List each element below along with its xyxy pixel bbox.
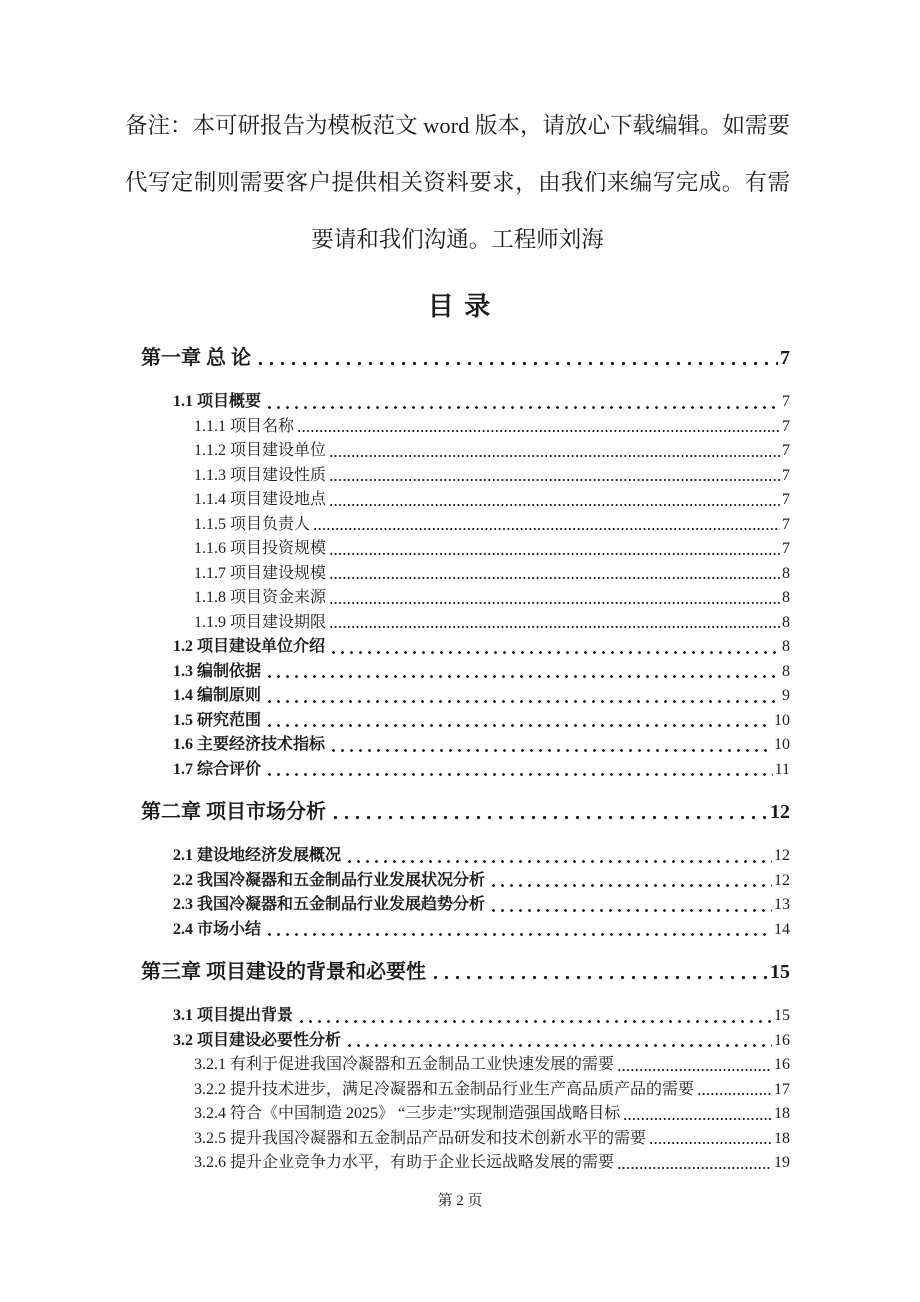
toc-dot-leader bbox=[312, 513, 780, 538]
toc-dot-leader bbox=[328, 537, 780, 562]
toc-entry-label: 1.1.6 项目投资规模 bbox=[194, 540, 327, 557]
toc-entry-label: 3.2.2 提升技术进步，满足冷凝器和五金制品行业生产高品质产品的需要 bbox=[194, 1080, 695, 1098]
toc-entry bbox=[141, 611, 790, 636]
toc-entry-page: 15 bbox=[774, 1007, 790, 1024]
toc-entry-page: 16 bbox=[774, 1031, 790, 1049]
toc-entry bbox=[141, 1127, 790, 1152]
toc-entry-label: 1.1.3 项目建设性质 bbox=[194, 466, 327, 484]
toc-dot-leader bbox=[328, 464, 780, 489]
toc-entry-page: 18 bbox=[774, 1105, 790, 1122]
toc-entry bbox=[141, 660, 790, 685]
toc-entry-label: 第二章 项目市场分析 bbox=[141, 801, 326, 823]
toc-entry-page: 7 bbox=[782, 442, 790, 459]
toc-entry bbox=[141, 958, 790, 986]
toc-entry bbox=[141, 869, 790, 894]
toc-entry-page: 12 bbox=[774, 871, 790, 889]
toc-entry bbox=[141, 1029, 790, 1054]
toc-entry bbox=[141, 709, 790, 734]
toc-dot-leader bbox=[263, 918, 772, 943]
toc-dot-leader bbox=[263, 660, 780, 685]
toc-entry-label: 3.1 项目提出背景 bbox=[173, 1007, 294, 1024]
page-number-footer: 第 2 页 bbox=[437, 1192, 483, 1209]
toc-dot-leader bbox=[328, 488, 780, 513]
toc-entry bbox=[141, 844, 790, 869]
toc-entry-label: 1.5 研究范围 bbox=[173, 711, 262, 729]
toc-entry bbox=[141, 918, 790, 943]
toc-entry bbox=[141, 344, 790, 372]
toc-entry-page: 7 bbox=[782, 540, 790, 557]
toc-entry bbox=[141, 733, 790, 758]
toc-entry bbox=[141, 893, 790, 918]
toc-entry-label: 2.3 我国冷凝器和五金制品行业发展趋势分析 bbox=[173, 896, 486, 913]
toc-entry-page: 16 bbox=[774, 1056, 790, 1073]
toc-entry-page: 7 bbox=[782, 466, 790, 484]
toc-entry-label: 1.1 项目概要 bbox=[173, 393, 262, 410]
toc-entry-label: 1.1.2 项目建设单位 bbox=[194, 442, 327, 459]
toc-entry-page: 8 bbox=[782, 638, 790, 655]
toc-entry bbox=[141, 439, 790, 464]
toc-dot-leader bbox=[328, 798, 768, 826]
toc-entry-page: 15 bbox=[770, 961, 790, 983]
toc-dot-leader bbox=[263, 390, 780, 415]
toc-entry bbox=[141, 1078, 790, 1103]
toc-dot-leader bbox=[616, 1053, 772, 1078]
toc-entry bbox=[141, 1151, 790, 1176]
toc-dot-leader bbox=[327, 733, 772, 758]
note-line-1: 备注：本可研报告为模板范文 word 版本，请放心下载编辑。如需要 bbox=[125, 113, 790, 138]
toc-entry bbox=[141, 488, 790, 513]
toc-entry bbox=[141, 415, 790, 440]
toc-entry bbox=[141, 635, 790, 660]
toc-list bbox=[141, 344, 790, 1176]
toc-title: 目 录 bbox=[427, 292, 493, 321]
toc-entry-page: 19 bbox=[774, 1154, 790, 1171]
toc-dot-leader bbox=[428, 958, 768, 986]
toc-entry-page: 14 bbox=[774, 920, 790, 938]
toc-entry bbox=[141, 537, 790, 562]
toc-entry bbox=[141, 513, 790, 538]
toc-entry-label: 1.1.8 项目资金来源 bbox=[194, 589, 327, 606]
toc-dot-leader bbox=[296, 415, 780, 440]
toc-dot-leader bbox=[616, 1151, 772, 1176]
toc-entry-label: 1.1.4 项目建设地点 bbox=[194, 491, 327, 508]
toc-entry bbox=[141, 586, 790, 611]
toc-entry-page: 12 bbox=[774, 847, 790, 864]
toc-entry-label: 3.2.4 符合《中国制造 2025》 “三步走”实现制造强国战略目标 bbox=[194, 1105, 621, 1122]
toc-entry bbox=[141, 1053, 790, 1078]
toc-entry-label: 第一章 总 论 bbox=[141, 347, 251, 369]
toc-entry-label: 3.2.1 有利于促进我国冷凝器和五金制品工业快速发展的需要 bbox=[194, 1056, 615, 1073]
toc-entry-label: 1.7 综合评价 bbox=[173, 760, 262, 778]
toc-entry-label: 1.6 主要经济技术指标 bbox=[173, 736, 326, 753]
toc-entry-label: 1.1.7 项目建设规模 bbox=[194, 564, 327, 582]
toc-entry-page: 9 bbox=[782, 687, 790, 704]
toc-entry-label: 3.2 项目建设必要性分析 bbox=[173, 1031, 342, 1049]
toc-entry bbox=[141, 758, 790, 783]
toc-entry-label: 1.1.9 项目建设期限 bbox=[194, 613, 327, 631]
toc-entry-page: 7 bbox=[782, 393, 790, 410]
toc-dot-leader bbox=[343, 1029, 772, 1054]
toc-entry-page: 7 bbox=[782, 491, 790, 508]
toc-dot-leader bbox=[696, 1078, 772, 1103]
toc-entry bbox=[141, 464, 790, 489]
toc-entry-page: 10 bbox=[774, 711, 790, 729]
toc-entry-label: 2.4 市场小结 bbox=[173, 920, 262, 938]
toc-entry-page: 8 bbox=[782, 613, 790, 631]
toc-entry-page: 13 bbox=[774, 896, 790, 913]
toc-entry-label: 2.1 建设地经济发展概况 bbox=[173, 847, 342, 864]
toc-dot-leader bbox=[622, 1102, 772, 1127]
toc-entry-page: 17 bbox=[774, 1080, 790, 1098]
toc-dot-leader bbox=[328, 439, 780, 464]
toc-entry bbox=[141, 1102, 790, 1127]
toc-entry-page: 8 bbox=[782, 589, 790, 606]
toc-entry-label: 1.1.1 项目名称 bbox=[194, 417, 295, 435]
toc-dot-leader bbox=[328, 586, 780, 611]
note-line-3: 要请和我们沟通。工程师刘海 bbox=[311, 227, 604, 252]
toc-entry bbox=[141, 684, 790, 709]
toc-entry-page: 7 bbox=[782, 417, 790, 435]
note-line-2: 代写定制则需要客户提供相关资料要求，由我们来编写完成。有需 bbox=[125, 170, 790, 195]
toc-entry-page: 8 bbox=[782, 564, 790, 582]
toc-entry-page: 11 bbox=[774, 760, 790, 778]
toc-dot-leader bbox=[253, 344, 778, 372]
toc-entry-label: 第三章 项目建设的背景和必要性 bbox=[141, 961, 426, 983]
toc-entry-label: 1.1.5 项目负责人 bbox=[194, 515, 311, 533]
toc-entry-page: 18 bbox=[774, 1129, 790, 1147]
toc-entry-label: 1.4 编制原则 bbox=[173, 687, 262, 704]
toc-dot-leader bbox=[263, 709, 772, 734]
toc-dot-leader bbox=[295, 1004, 772, 1029]
toc-entry-page: 12 bbox=[770, 801, 790, 823]
toc-entry-label: 3.2.5 提升我国冷凝器和五金制品产品研发和技术创新水平的需要 bbox=[194, 1129, 647, 1147]
toc-dot-leader bbox=[487, 869, 772, 894]
toc-entry-page: 10 bbox=[774, 736, 790, 753]
toc-dot-leader bbox=[487, 893, 772, 918]
toc-entry bbox=[141, 562, 790, 587]
toc-dot-leader bbox=[263, 758, 773, 783]
toc-dot-leader bbox=[327, 635, 780, 660]
toc-dot-leader bbox=[263, 684, 780, 709]
toc-dot-leader bbox=[328, 611, 780, 636]
toc-entry-label: 2.2 我国冷凝器和五金制品行业发展状况分析 bbox=[173, 871, 486, 889]
toc-entry bbox=[141, 1004, 790, 1029]
toc-entry-page: 8 bbox=[782, 662, 790, 680]
toc-entry-label: 1.2 项目建设单位介绍 bbox=[173, 638, 326, 655]
toc-dot-leader bbox=[328, 562, 780, 587]
toc-dot-leader bbox=[343, 844, 772, 869]
toc-entry bbox=[141, 390, 790, 415]
toc-entry bbox=[141, 798, 790, 826]
toc-entry-page: 7 bbox=[782, 515, 790, 533]
toc-entry-page: 7 bbox=[780, 347, 790, 369]
toc-entry-label: 1.3 编制依据 bbox=[173, 662, 262, 680]
toc-entry-label: 3.2.6 提升企业竞争力水平，有助于企业长远战略发展的需要 bbox=[194, 1154, 615, 1171]
toc-dot-leader bbox=[648, 1127, 772, 1152]
note-paragraph bbox=[125, 97, 790, 268]
